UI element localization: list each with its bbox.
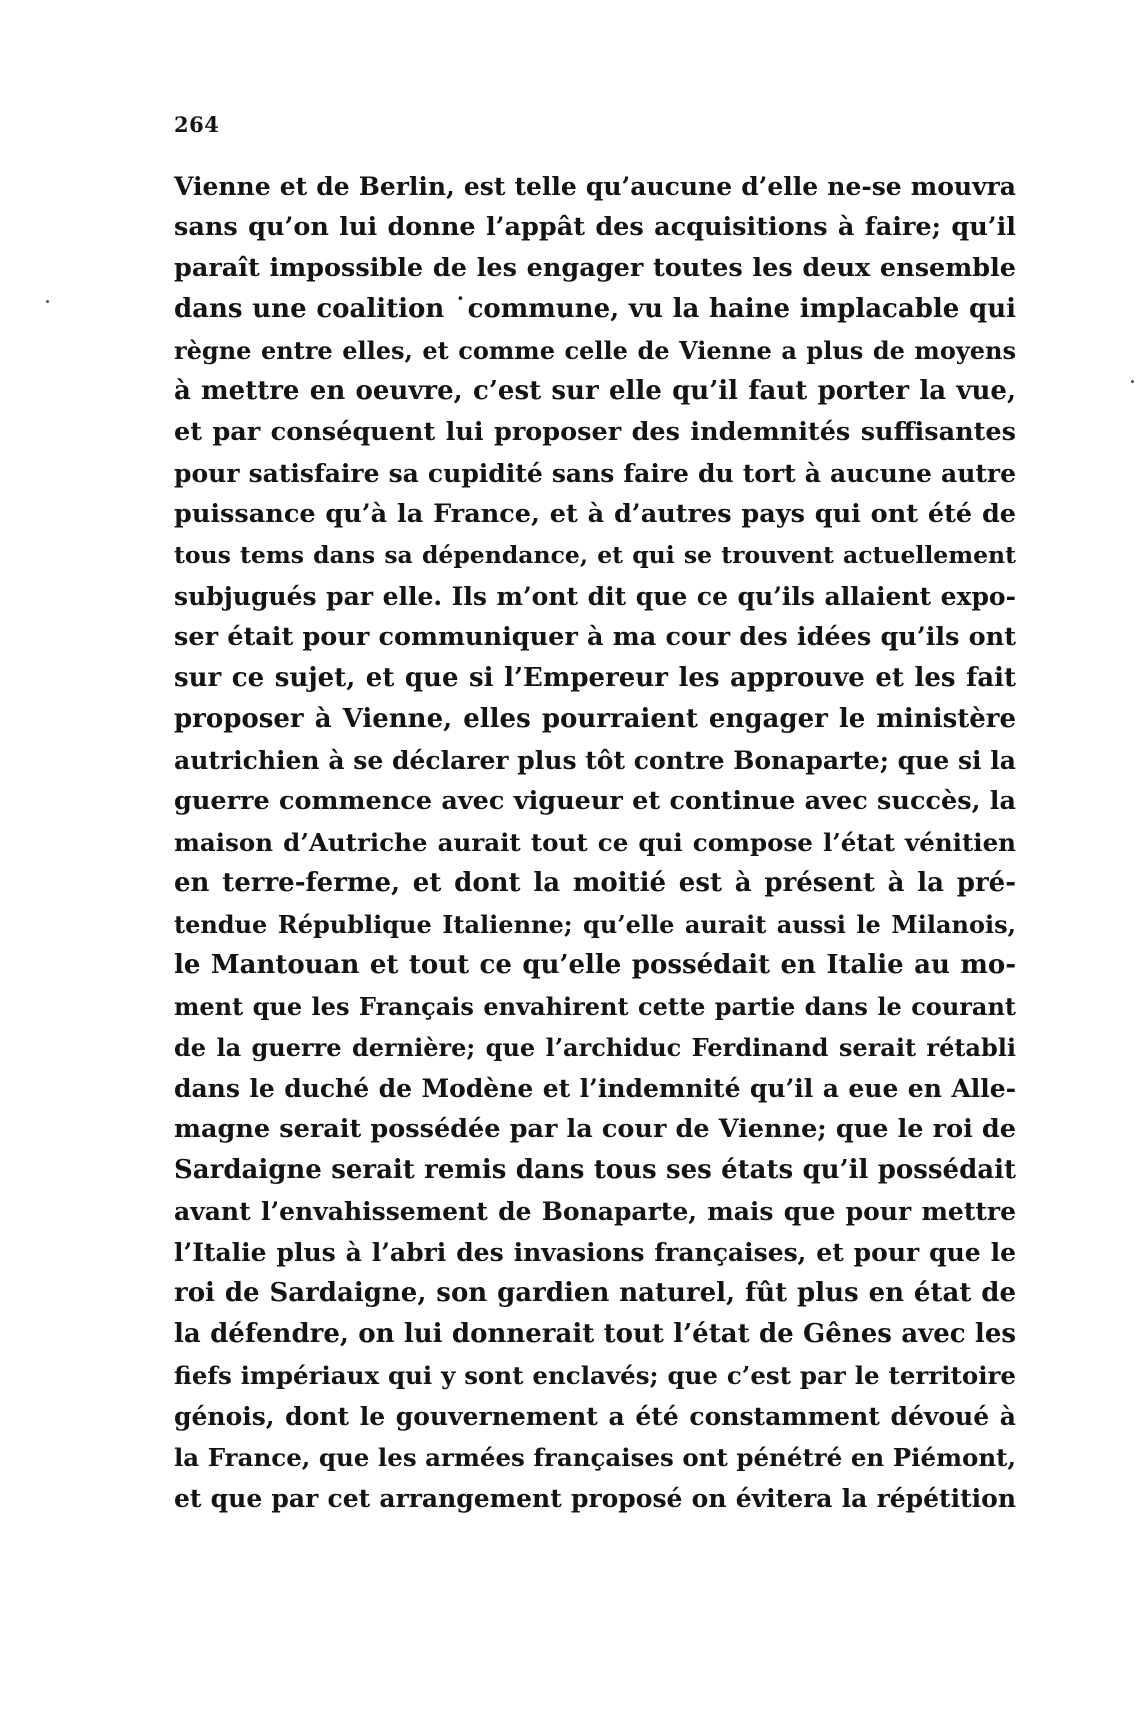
text-line: à mettre en oeuvre, c’est sur elle qu’il faut porter la vue, [174,376,1016,406]
text-line: l’Italie plus à l’abri des invasions françaises, et pour que le [174,1238,1016,1267]
text-line: ment que les Français envahirent cette partie dans le courant [174,992,1016,1021]
text-line: tous tems dans sa dépendance, et qui se trouvent actuellement [174,541,1016,569]
text-line: paraît impossible de les engager toutes les deux ensemble [174,253,1016,283]
text-line: pour satisfaire sa cupidité sans faire du tort à aucune autre [174,459,1016,488]
text-line: sans qu’on lui donne l’appât des acquisitions à faire; qu’il [174,212,1016,242]
body-text [174,166,1016,1519]
text-line: autrichien à se déclarer plus tôt contre Bonaparte; que si la [174,746,1016,775]
text-line: et que par cet arrangement proposé on évitera la répétition [174,1484,1016,1513]
text-line: puissance qu’à la France, et à d’autres pays qui ont été de [174,499,1016,529]
text-line: le Mantouan et tout ce qu’elle possédait en Italie au mo- [174,950,1016,980]
text-line: fiefs impériaux qui y sont enclavés; que c’est par le territoire [174,1361,1016,1390]
margin-speck [46,300,49,303]
text-line: règne entre elles, et comme celle de Vienne a plus de moyens [174,336,1016,365]
text-line: ser était pour communiquer à ma cour des idées qu’ils ont [174,622,1016,652]
margin-speck [1131,380,1134,383]
text-line: la France, que les armées françaises ont pénétré en Piémont, [174,1443,1016,1472]
text-line: avant l’envahissement de Bonaparte, mais que pour mettre [174,1197,1016,1226]
text-line: Vienne et de Berlin, est telle qu’aucune d’elle ne-se mouvra [174,172,1016,201]
text-line: dans le duché de Modène et l’indemnité qu’il a eue en Alle- [174,1074,1016,1103]
text-line: Sardaigne serait remis dans tous ses états qu’il possédait [174,1155,1016,1185]
text-line: sur ce sujet, et que si l’Empereur les approuve et les fait [174,663,1016,693]
text-line: subjugués par elle. Ils m’ont dit que ce qu’ils allaient expo- [174,582,1016,611]
text-line: dans une coalition ˙commune, vu la haine implacable qui [174,294,1016,324]
text-line: magne serait possédée par la cour de Vienne; que le roi de [174,1114,1016,1144]
text-line: roi de Sardaigne, son gardien naturel, fût plus en état de [174,1278,1016,1308]
page-number: 264 [174,112,220,137]
text-line: tendue République Italienne; qu’elle aurait aussi le Milanois, [174,910,1016,939]
text-line: la défendre, on lui donnerait tout l’état de Gênes avec les [174,1319,1016,1349]
text-line: en terre-ferme, et dont la moitié est à présent à la pré- [174,868,1016,898]
text-line: génois, dont le gouvernement a été constamment dévoué à [174,1402,1016,1431]
text-line: et par conséquent lui proposer des indemnités suffisantes [174,417,1016,447]
text-line: maison d’Autriche aurait tout ce qui compose l’état vénitien [174,828,1016,857]
text-line: guerre commence avec vigueur et continue avec succès, la [174,786,1016,816]
text-line: de la guerre dernière; que l’archiduc Ferdinand serait rétabli [174,1033,1016,1062]
text-line: proposer à Vienne, elles pourraient engager le ministère [174,704,1016,734]
